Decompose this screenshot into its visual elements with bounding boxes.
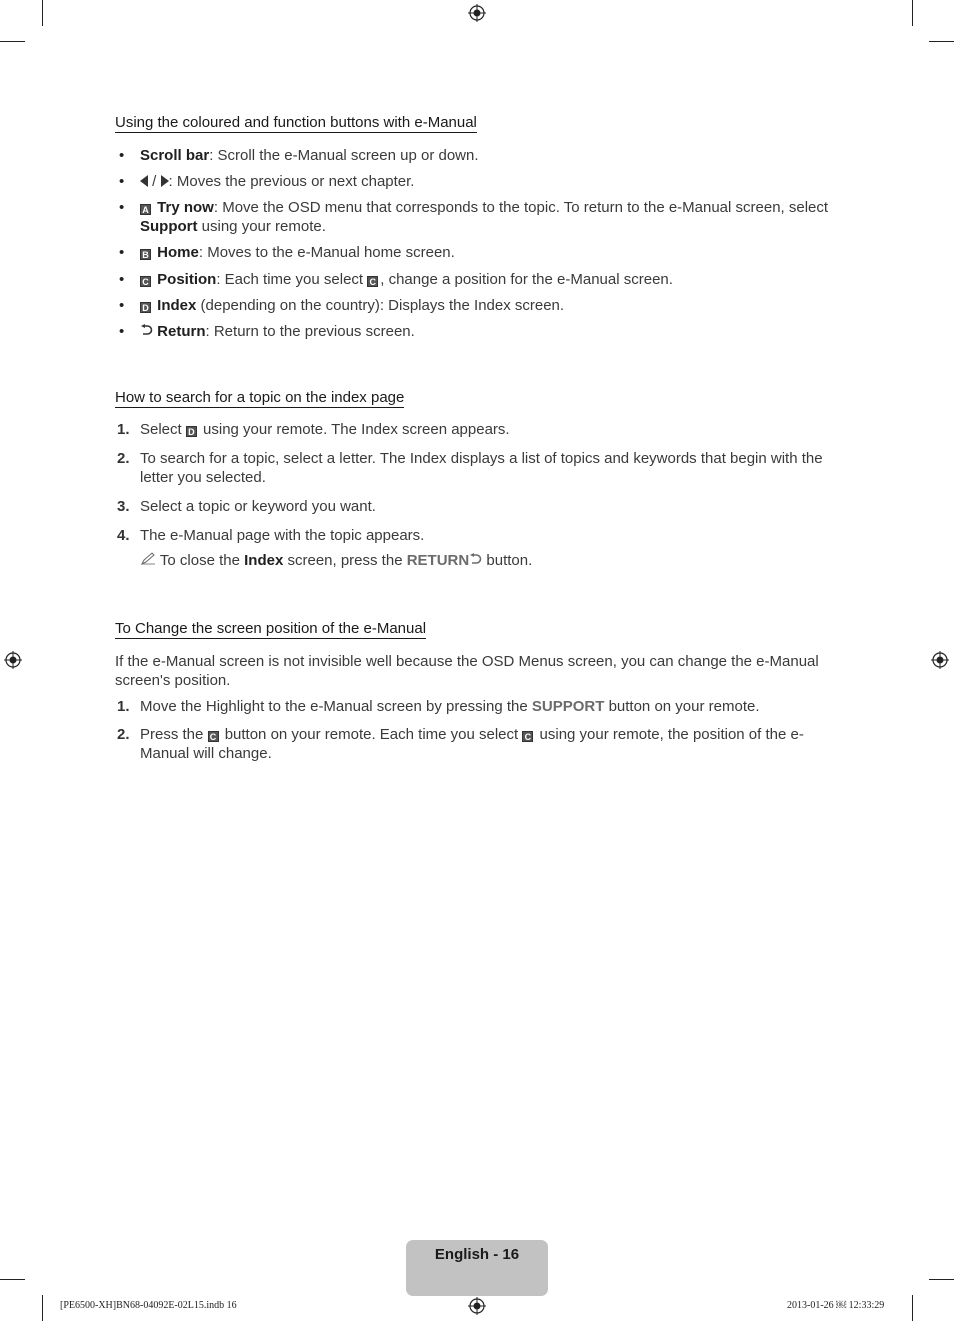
step-text: Press the xyxy=(140,726,208,743)
step-number: 2. xyxy=(117,450,130,467)
list-item xyxy=(115,449,845,487)
section-title: Using the coloured and function buttons with e-Manual xyxy=(115,114,477,131)
crop-mark xyxy=(0,1279,25,1280)
arrow-right-icon xyxy=(161,175,169,187)
step-text: Select xyxy=(140,421,186,438)
crop-mark xyxy=(0,41,25,42)
page-number: English - 16 xyxy=(434,1246,520,1263)
note-label: Index xyxy=(244,552,284,569)
step-number: 1. xyxy=(117,421,130,438)
a-button-icon: A xyxy=(140,204,151,215)
step-number: 2. xyxy=(117,726,130,743)
step-text: The e-Manual page with the topic appears. xyxy=(140,527,425,544)
list-item xyxy=(115,526,845,545)
list-item xyxy=(115,725,845,763)
item-text: (depending on the country): Displays the Index screen. xyxy=(196,297,565,314)
note xyxy=(140,551,532,570)
support-button-label: SUPPORT xyxy=(531,698,605,715)
step-text: Select a topic or keyword you want. xyxy=(140,498,376,515)
registration-mark-icon xyxy=(931,651,949,669)
item-label: Position xyxy=(157,271,217,288)
position-steps-list xyxy=(115,697,845,763)
item-text: : Return to the previous screen. xyxy=(205,323,415,340)
item-label: Home xyxy=(157,244,199,261)
return-button-label: RETURN xyxy=(406,552,470,569)
step-text: using your remote, the position of the e-Manual will change. xyxy=(140,726,804,762)
list-item xyxy=(115,697,845,716)
section-title: To Change the screen position of the e-Manual xyxy=(115,620,427,637)
list-item xyxy=(115,243,845,262)
item-text: : Each time you select xyxy=(216,271,368,288)
registration-mark-icon xyxy=(4,651,22,669)
list-item xyxy=(115,497,845,516)
intro-paragraph: If the e-Manual screen is not invisible well because the OSD Menus screen, you can change the e-Manual screen's position. xyxy=(115,653,819,689)
section-title: How to search for a topic on the index page xyxy=(115,389,405,406)
item-label: Return xyxy=(157,323,206,340)
list-item xyxy=(115,146,845,165)
step-text: To search for a topic, select a letter. The Index displays a list of topics and keywords that begin with the letter you selected. xyxy=(140,450,823,486)
c-button-icon: C xyxy=(367,276,378,287)
list-item xyxy=(115,296,845,315)
item-label: Try now xyxy=(157,199,214,216)
return-icon xyxy=(140,324,153,337)
timestamp: 2013-01-26 ￼ 12:33:29 xyxy=(787,1300,885,1311)
item-text: : Moves to the e-Manual home screen. xyxy=(198,244,455,261)
pencil-note-icon xyxy=(140,552,156,566)
item-label: Index xyxy=(157,297,197,314)
step-text: using your remote. The Index screen appears. xyxy=(198,421,510,438)
step-text: button on your remote. xyxy=(604,698,760,715)
c-button-icon: C xyxy=(522,731,533,742)
list-item xyxy=(115,270,845,289)
note-text: To close the xyxy=(159,552,245,569)
note-text: button. xyxy=(482,552,533,569)
item-text: : Move the OSD menu that corresponds to the topic. To return to the e-Manual screen, select xyxy=(213,199,829,216)
item-text: : Scroll the e-Manual screen up or down. xyxy=(209,147,479,164)
d-button-icon: D xyxy=(186,426,197,437)
crop-mark xyxy=(912,1295,913,1321)
registration-mark-icon xyxy=(468,1297,486,1315)
item-label: Support xyxy=(140,218,198,235)
search-steps-list xyxy=(115,420,845,545)
note-text: screen, press the xyxy=(283,552,407,569)
file-name: [PE6500-XH]BN68-04092E-02L15.indb 16 xyxy=(60,1300,237,1311)
item-text: using your remote. xyxy=(197,218,326,235)
crop-mark xyxy=(42,0,43,26)
c-button-icon: C xyxy=(208,731,219,742)
step-number: 1. xyxy=(117,698,130,715)
arrow-left-icon xyxy=(140,175,148,187)
list-item xyxy=(115,172,845,191)
item-text: , change a position for the e-Manual screen. xyxy=(380,271,673,288)
list-item xyxy=(115,322,845,341)
return-icon xyxy=(469,553,482,566)
item-label: Scroll bar xyxy=(140,147,210,164)
d-button-icon: D xyxy=(140,302,151,313)
crop-mark xyxy=(929,41,954,42)
registration-mark-icon xyxy=(468,4,486,22)
crop-mark xyxy=(912,0,913,26)
crop-mark xyxy=(929,1279,954,1280)
arrow-separator: / xyxy=(148,173,161,190)
list-item xyxy=(115,420,845,439)
step-text: Move the Highlight to the e-Manual screen by pressing the xyxy=(140,698,532,715)
page-number-tab xyxy=(406,1240,548,1296)
step-text: button on your remote. Each time you select xyxy=(220,726,523,743)
step-number: 4. xyxy=(117,527,130,544)
step-number: 3. xyxy=(117,498,130,515)
crop-mark xyxy=(42,1295,43,1321)
function-button-list xyxy=(115,146,845,341)
item-text: : Moves the previous or next chapter. xyxy=(168,173,415,190)
b-button-icon: B xyxy=(140,249,151,260)
list-item xyxy=(115,198,845,236)
c-button-icon: C xyxy=(140,276,151,287)
